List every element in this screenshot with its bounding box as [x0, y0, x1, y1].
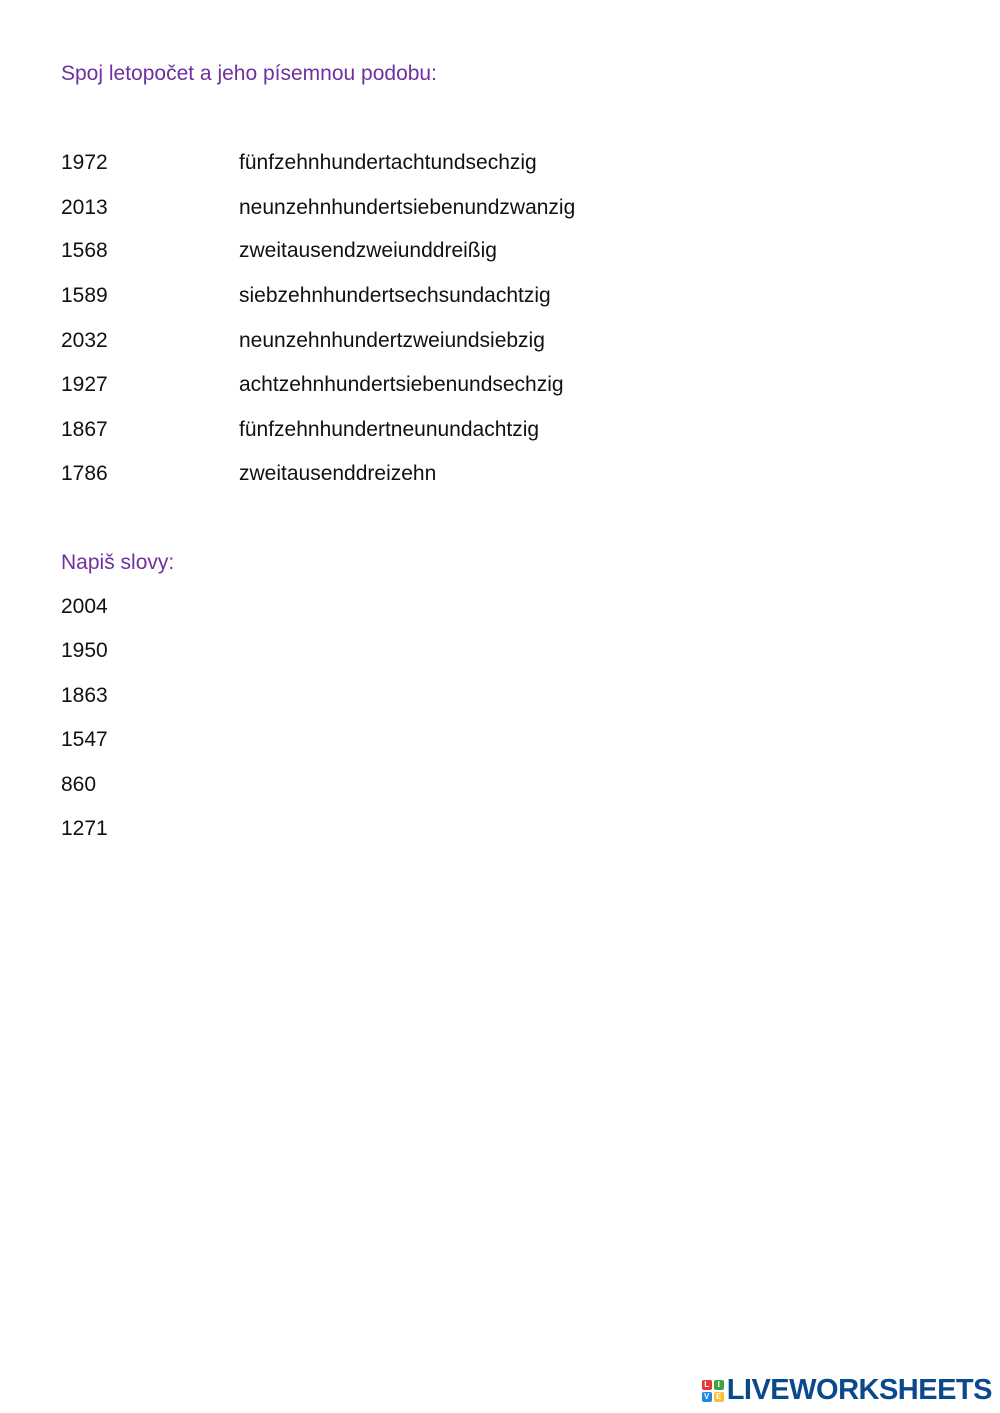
year-label: 2032 — [61, 329, 108, 352]
year-label: 2013 — [61, 196, 108, 219]
word-label: fünfzehnhundertachtundsechzig — [239, 151, 537, 174]
word-label: zweitausenddreizehn — [239, 462, 437, 485]
section2-heading: Napiš slovy: — [61, 551, 175, 574]
word-label: neunzehnhundertsiebenundzwanzig — [239, 196, 576, 219]
logo-tile: L — [702, 1380, 712, 1390]
word-label: achtzehnhundertsiebenundsechzig — [239, 373, 564, 396]
year-item: 1863 — [61, 684, 108, 707]
liveworksheets-icon — [702, 1380, 724, 1402]
list-item — [61, 196, 575, 220]
list-item — [61, 329, 545, 353]
word-label: fünfzehnhundertneunundachtzig — [239, 418, 540, 441]
year-item: 1271 — [61, 817, 108, 840]
list-item — [61, 151, 537, 175]
list-item — [61, 284, 551, 308]
year-label: 1972 — [61, 151, 108, 174]
word-label: siebzehnhundertsechsundachtzig — [239, 284, 551, 307]
year-label: 1867 — [61, 418, 108, 441]
word-label: neunzehnhundertzweiundsiebzig — [239, 329, 545, 352]
logo-tile: V — [702, 1392, 712, 1402]
section1-heading: Spoj letopočet a jeho písemnou podobu: — [61, 62, 437, 85]
year-item: 860 — [61, 773, 97, 796]
year-label: 1589 — [61, 284, 108, 307]
year-item: 1547 — [61, 728, 108, 751]
list-item — [61, 373, 564, 397]
logo-tile: I — [714, 1380, 724, 1390]
list-item — [61, 418, 539, 442]
list-item — [61, 239, 497, 263]
word-label: zweitausendzweiunddreißig — [239, 239, 497, 262]
year-label: 1568 — [61, 239, 108, 262]
brand-text: LIVEWORKSHEETS — [726, 1374, 992, 1406]
year-label: 1927 — [61, 373, 108, 396]
year-item: 2004 — [61, 595, 108, 618]
logo-tile: E — [714, 1392, 724, 1402]
list-item — [61, 462, 436, 486]
year-item: 1950 — [61, 639, 108, 662]
year-label: 1786 — [61, 462, 108, 485]
liveworksheets-logo — [702, 1374, 992, 1407]
